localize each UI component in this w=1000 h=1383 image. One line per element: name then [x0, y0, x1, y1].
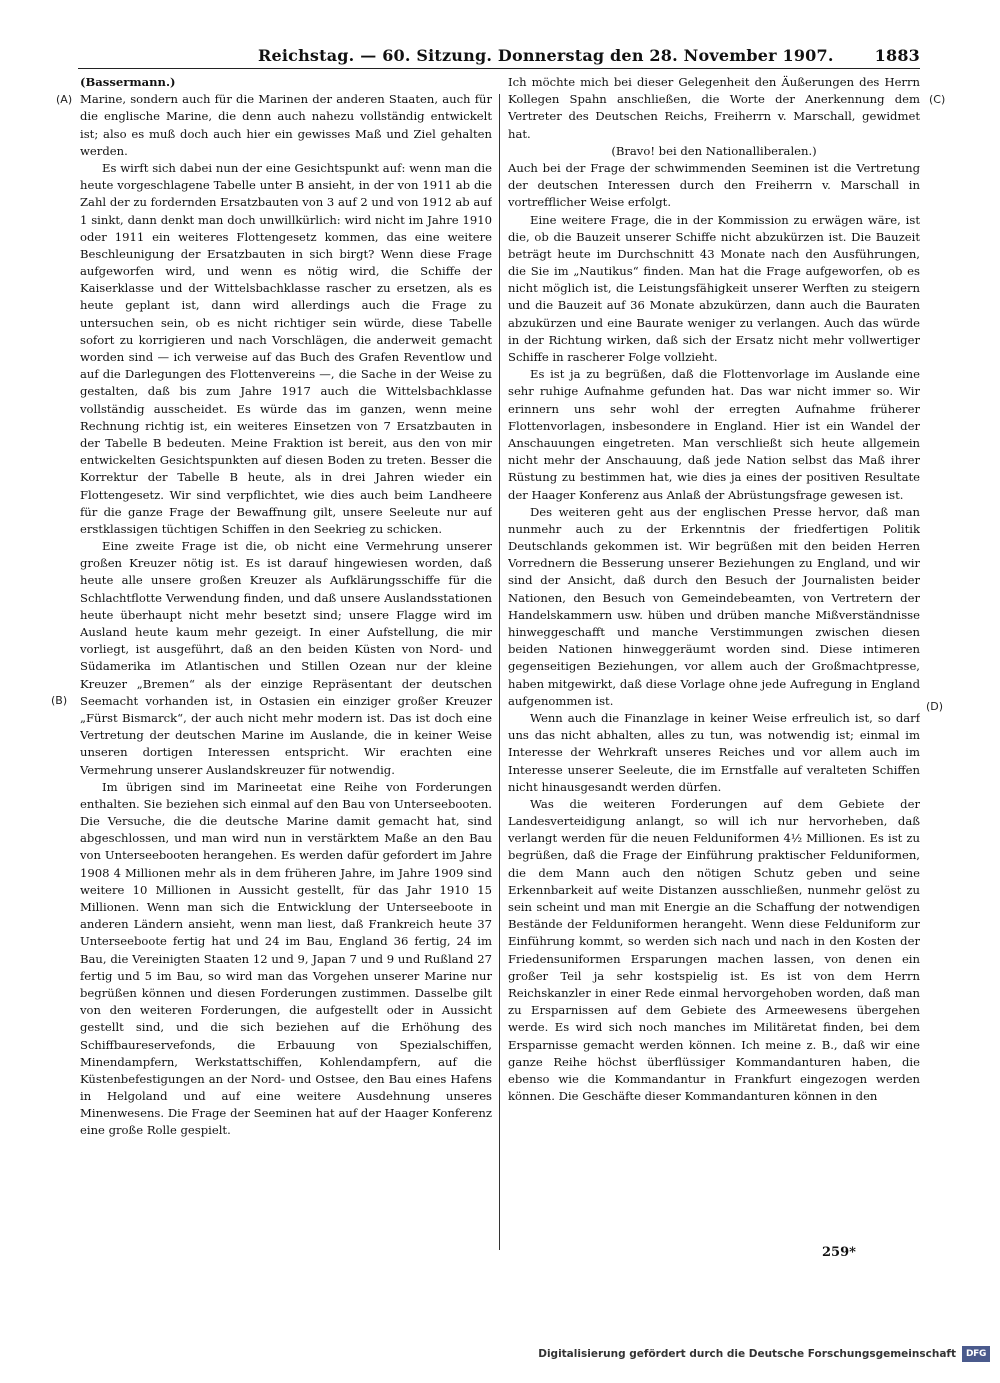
margin-mark-a: (A): [56, 93, 73, 106]
column-divider: [499, 94, 500, 1250]
header-title: Reichstag. — 60. Sitzung. Donnerstag den 28. November 1907.: [258, 46, 834, 65]
page-number: 1883: [874, 46, 920, 65]
footer: [538, 1345, 990, 1365]
paragraph: Eine weitere Frage, die in der Kommission zu erwägen wäre, ist die, ob die Bauzeit unserer Schiffe nicht abzukürzen ist. Die Bauzeit beträgt heute im Durchschnitt 43 Monate nach den Ausführungen, die Sie im „Nautikus“ finden. Man hat die Frage aufgeworfen, ob es nicht möglich ist, die Leistungsfähigkeit unserer Werften zu steigern und die Bauzeit auf 36 Monate abzukürzen, dann auch die Bauraten abzukürzen und eine Baurate weniger zu verlangen. Auch das würde in der Richtung wirken, daß sich der Ersatz nicht mehr vollwertiger Schiffe in rascherer Folge vollzieht.: [508, 212, 920, 364]
paragraph: Was die weiteren Forderungen auf dem Gebiete der Landesverteidigung anlangt, so will ich nur hervorheben, daß verlangt werden für die neuen Felduniformen 4½ Millionen. Es ist zu begrüßen, daß die Frage der Einführung praktischer Felduniformen, die dem Mann auch den nötigen Schutz geben und seine Erkennbarkeit auf weite Distanzen ausschließen, nunmehr gelöst zu sein scheint und man mit Energie an die Schaffung der notwendigen Bestände der Felduniformen herangeht. Wenn diese Felduniform zur Einführung kommt, so werden sich nach und nach in den Kosten der Friedensuniformen Ersparungen machen lassen, von denen ein großer Teil ja sehr kostspielig ist. Es ist von dem Herrn Reichskanzler in einer Rede einmal hervorgehoben worden, daß man zu Ersparnissen auf dem Gebiete des Armeewesens übergehen werde. Es wird sich noch manches im Militäretat finden, bei dem Ersparnisse gemacht werden können. Ich meine z. B., daß wir eine ganze Reihe höchst überflüssiger Kommandanturen haben, die ebenso wie die Kommandantur in Frankfurt eingezogen werden können. Die Geschäfte dieser Kommandanturen können in den: [508, 796, 920, 1104]
signature-mark: 259*: [822, 1245, 856, 1260]
paragraph: Es ist ja zu begrüßen, daß die Flottenvorlage im Auslande eine sehr ruhige Aufnahme gefunden hat. Das war nicht immer so. Wir erinnern uns sehr wohl der erregten Aufnahme früherer Flottenvorlagen, insbesondere in England. Hier ist ein Wandel der Anschauungen eingetreten. Man verschließt sich heute allgemein nicht mehr der Anschauung, daß jede Nation selbst das Maß ihrer Rüstung zu bestimmen hat, wie dies ja eines der positiven Resultate der Haager Konferenz aus Anlaß der Abrüstungsfrage gewesen ist.: [508, 367, 920, 502]
margin-mark-b: (B): [51, 694, 68, 707]
speaker-name: (Bassermann.): [80, 75, 176, 89]
paragraph: Ich möchte mich bei dieser Gelegenheit den Äußerungen des Herrn Kollegen Spahn anschließen, die Worte der Anerkennung dem Vertreter des Deutschen Reichs, Freiherrn v. Marschall, gewidmet hat.: [508, 75, 920, 141]
paragraph: Auch bei der Frage der schwimmenden Seeminen ist die Vertretung der deutschen Interessen durch den Freiherrn v. Marschall in vortrefflicher Weise erfolgt.: [508, 160, 920, 210]
header-rule: [78, 68, 920, 69]
dfg-logo-icon: DFG: [962, 1346, 990, 1362]
interjection: (Bravo! bei den Nationalliberalen.): [611, 143, 817, 158]
paragraph: Des weiteren geht aus der englischen Presse hervor, daß man nunmehr auch zu der Erkenntnis der friedfertigen Politik Deutschlands gekommen ist. Wir begrüßen mit den beiden Herren Vorrednern die Besserung unserer Beziehungen zu England, und wir sind der Ansicht, daß durch den Besuch der Journalisten beider Nationen, den Besuch von Gemeindebeamten, von Vertretern der Handelskammern usw. hüben und drüben manche Mißverständnisse hinweggeschafft und manche Verstimmungen zwischen diesen beiden Nationen hinweggeräumt worden sind. Diese intimeren gegenseitigen Beziehungen, vor allem auch der Großmachtpresse, haben mitgewirkt, daß diese Vorlage ohne jede Aufregung in England aufgenommen ist.: [508, 504, 920, 708]
paragraph: Marine, sondern auch für die Marinen der anderen Staaten, auch für die englische Marine, die denn auch nahezu vollständig entwickelt ist; also es muß doch auch hier ein gewisses Maß und Ziel gehalten werden.: [80, 92, 492, 158]
paragraph: Eine zweite Frage ist die, ob nicht eine Vermehrung unserer großen Kreuzer nötig ist. Es ist darauf hingewiesen worden, daß heute alle unsere großen Kreuzer als Aufklärungsschiffe für die Schlachtflotte Verwendung finden, und daß unsere Auslandsstationen heute überhaupt nicht mehr besetzt sind; unsere Flagge wird im Ausland heute kaum mehr gezeigt. In einer Aufstellung, die mir vorliegt, ist ausgeführt, daß an den beiden Küsten von Nord- und Südamerika im Atlantischen und Stillen Ozean nur der kleine Kreuzer „Bremen“ als der einzige Repräsentant der deutschen Seemacht vorhanden ist, in Ostasien ein einziger großer Kreuzer „Fürst Bismarck“, der auch nicht mehr modern ist. Das ist doch eine Vertretung der deutschen Marine im Auslande, die in keiner Weise unseren dortigen Interessen entspricht. Wir erachten eine Vermehrung unserer Auslandskreuzer für notwendig.: [80, 539, 492, 777]
page-header: [78, 44, 920, 68]
footer-credit: Digitalisierung gefördert durch die Deutsche Forschungsgemeinschaft: [538, 1348, 956, 1360]
paragraph: Wenn auch die Finanzlage in keiner Weise erfreulich ist, so darf uns das nicht abhalten, alles zu tun, was notwendig ist; einmal im Interesse der Wehrkraft unseres Reiches und vor allem auch im Interesse unserer Seeleute, die im Ernstfalle auf veralteten Schiffen nicht hinausgesandt werden dürfen.: [508, 710, 920, 794]
left-column: [80, 74, 492, 1234]
paragraph: Es wirft sich dabei nun der eine Gesichtspunkt auf: wenn man die heute vorgeschlagene Tabelle unter B ansieht, in der von 1911 ab die Zahl der zu fordernden Ersatzbauten von 3 auf 2 und von 1912 ab auf 1 sinkt, dann denkt man doch unwillkürlich: wird nicht im Jahre 1910 oder 1911 ein weiteres Flottengesetz kommen, das eine weitere Beschleunigung der Ersatzbauten in sich birgt? Wenn diese Frage aufgeworfen wird, und wenn es nötig wird, die Schiffe der Kaiserklasse und der Wittelsbachklasse rascher zu ersetzen, als es heute geplant ist, dann wird allerdings auch die Frage zu untersuchen sein, ob es nicht richtiger sein würde, diese Tabelle sofort zu korrigieren und nach Vorschlägen, die anderweit gemacht worden sind — ich verweise auf das Buch des Grafen Reventlow und auf die Darlegungen des Flottenvereins —, die Sache in der Weise zu gestalten, daß bis zum Jahre 1917 auch die Wittelsbachklasse vollständig ausscheidet. Es würde das im ganzen, wenn meine Rechnung richtig ist, ein weiteres Einsetzen von 7 Ersatzbauten in der Tabelle B bedeuten. Meine Fraktion ist bereit, aus den von mir entwickelten Gesichtspunkten auf diesen Boden zu treten. Besser die Korrektur der Tabelle B heute, als in drei Jahren wieder ein Flottengesetz. Wir sind verpflichtet, wie dies auch beim Landheere für die ganze Frage der Bewaffnung gilt, unsere Seeleute nur auf erstklassigen tüchtigen Schiffen in den Seekrieg zu schicken.: [80, 160, 492, 536]
paragraph: Im übrigen sind im Marineetat eine Reihe von Forderungen enthalten. Sie beziehen sich einmal auf den Bau von Unterseebooten. Die Versuche, die die deutsche Marine damit gemacht hat, sind abgeschlossen, und man wird nun in verstärktem Maße an den Bau von Unterseebooten herangehen. Es werden dafür gefordert im Jahre 1908 4 Millionen mehr als in dem früheren Jahre, im Jahre 1909 sind weitere 10 Millionen in Aussicht gestellt, für das Jahr 1910 15 Millionen. Wenn man sich die Entwicklung der Unterseeboote in anderen Ländern ansieht, wenn man liest, daß Frankreich heute 37 Unterseeboote fertig hat und 24 im Bau, England 36 fertig, 24 im Bau, die Vereinigten Staaten 12 und 9, Japan 7 und 9 und Rußland 27 fertig und 5 im Bau, so wird man das Vorgehen unserer Marine nur begrüßen können und diesen Forderungen zustimmen. Dasselbe gilt von den weiteren Forderungen, die aufgestellt oder in Aussicht gestellt sind, und die sich beziehen auf die Erhöhung des Schiffbaureservefonds, die Erbauung von Spezialschiffen, Minendampfern, Werkstattschiffen, Kohlendampfern, auf die Küstenbefestigungen an der Nord- und Ostsee, den Bau eines Hafens in Helgoland und auf eine weitere Ausdehnung unseres Minenwesens. Die Frage der Seeminen hat auf der Haager Konferenz eine große Rolle gespielt.: [80, 779, 492, 1138]
right-column: [508, 74, 920, 1234]
margin-mark-d: (D): [926, 700, 944, 713]
margin-mark-c: (C): [929, 93, 946, 106]
